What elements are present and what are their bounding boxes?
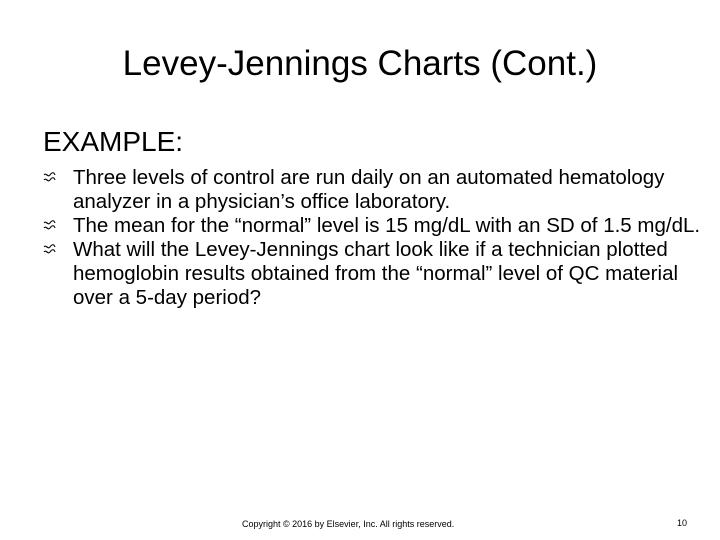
bullet-text: What will the Levey-Jennings chart look like if a technician plotted hemoglobin results obtained from the “normal” level of QC material over a 5-day period? (73, 238, 679, 309)
slide-title: Levey-Jennings Charts (Cont.) (122, 44, 598, 83)
example-heading: EXAMPLE: (43, 126, 184, 157)
bullet-text: Three levels of control are run daily on an automated hematology analyzer in a physician’s office laboratory. (73, 166, 665, 213)
bullet-text: The mean for the “normal” level is 15 mg/dL with an SD of 1.5 mg/dL. (73, 214, 701, 237)
bullet-list (43, 166, 703, 310)
wavy-bullet-icon (43, 243, 56, 257)
bullet-item (43, 238, 703, 310)
bullet-item (43, 166, 703, 214)
copyright-footer: Copyright © 2016 by Elsevier, Inc. All rights reserved. (242, 519, 455, 529)
wavy-bullet-icon (43, 219, 56, 233)
page-number: 10 (677, 518, 688, 528)
wavy-bullet-icon (43, 171, 56, 185)
bullet-item (43, 214, 703, 238)
